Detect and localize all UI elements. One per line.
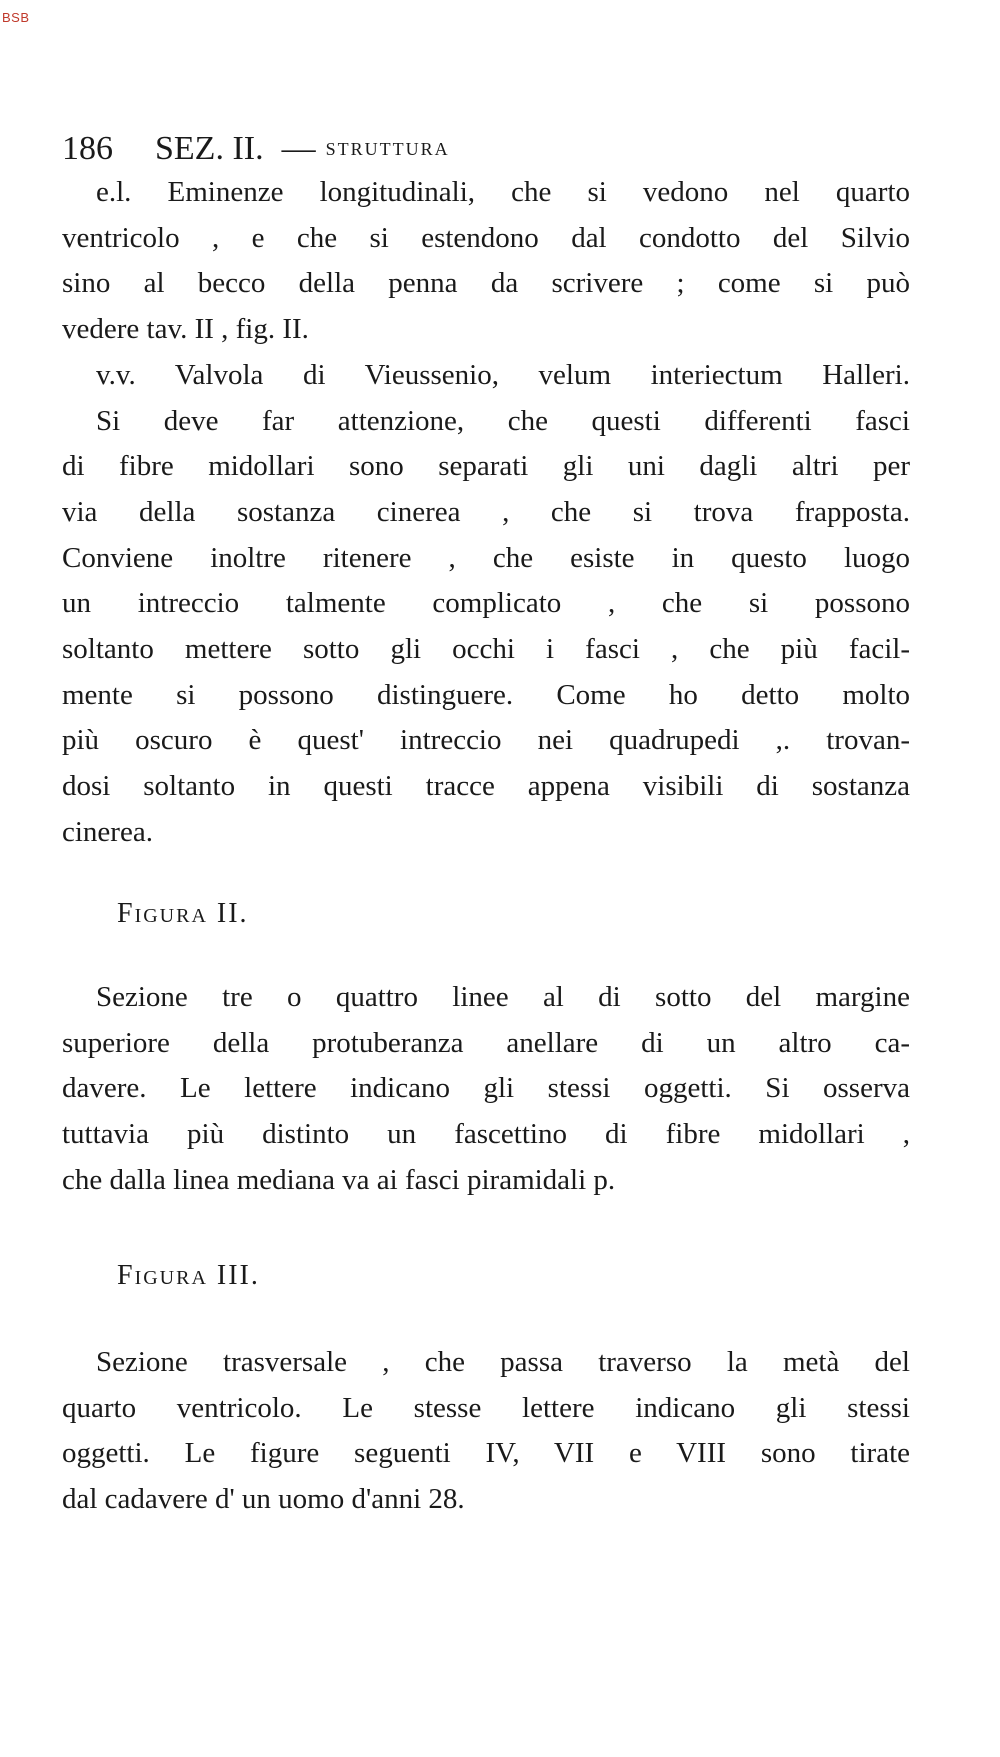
text-line: ventricolo , e che si estendono dal condotto del Silvio bbox=[62, 221, 910, 254]
text-line: Si deve far attenzione, che questi differenti fasci bbox=[96, 404, 910, 437]
figure-3-caption bbox=[62, 1340, 910, 1523]
running-head bbox=[62, 130, 450, 168]
text-line: che dalla linea mediana va ai fasci piramidali p. bbox=[62, 1163, 616, 1196]
library-stamp: BSB bbox=[2, 10, 30, 25]
text-line: soltanto mettere sotto gli occhi i fasci , che più facil- bbox=[62, 633, 910, 666]
text-line: mente si possono distinguere. Come ho detto molto bbox=[62, 678, 910, 711]
page-number: 186 bbox=[62, 130, 113, 167]
text-line: davere. Le lettere indicano gli stessi oggetti. Si osserva bbox=[62, 1072, 910, 1105]
figure-3-heading: Figura III. bbox=[117, 1260, 260, 1291]
figure-2-heading: Figura II. bbox=[117, 898, 249, 929]
text-line: Sezione trasversale , che passa traverso la metà del bbox=[96, 1346, 910, 1378]
text-line: Sezione tre o quattro linee al di sotto del margine bbox=[96, 981, 910, 1013]
text-line: un intreccio talmente complicato , che si possono bbox=[62, 587, 910, 620]
text-line: di fibre midollari sono separati gli uni dagli altri per bbox=[62, 450, 910, 483]
text-line: dal cadavere d' un uomo d'anni 28. bbox=[62, 1483, 465, 1516]
figure-2-caption bbox=[62, 975, 910, 1204]
text-line: v.v. Valvola di Vieussenio, velum interiectum Halleri. bbox=[96, 358, 910, 391]
text-line: tuttavia più distinto un fascettino di fibre midollari , bbox=[62, 1118, 910, 1151]
text-line: Conviene inoltre ritenere , che esiste in questo luogo bbox=[62, 541, 910, 574]
section-label: SEZ. II. bbox=[155, 130, 264, 167]
text-line: più oscuro è quest' intreccio nei quadrupedi ,. trovan- bbox=[62, 724, 910, 757]
text-line: vedere tav. II , fig. II. bbox=[62, 313, 309, 346]
section-subject: STRUTTURA bbox=[325, 139, 450, 159]
text-line: dosi soltanto in questi tracce appena visibili di sostanza bbox=[62, 770, 910, 803]
text-line: superiore della protuberanza anellare di un altro ca- bbox=[62, 1026, 910, 1059]
header-dash: — bbox=[281, 130, 316, 167]
text-line: cinerea. bbox=[62, 815, 153, 848]
text-line: quarto ventricolo. Le stesse lettere indicano gli stessi bbox=[62, 1391, 910, 1424]
text-line: sino al becco della penna da scrivere ; come si può bbox=[62, 267, 910, 300]
text-line: e.l. Eminenze longitudinali, che si vedono nel quarto bbox=[96, 176, 910, 208]
text-line: oggetti. Le figure seguenti IV, VII e VIII sono tirate bbox=[62, 1437, 910, 1470]
text-line: via della sostanza cinerea , che si trova frapposta. bbox=[62, 495, 910, 528]
legend-continuation bbox=[62, 170, 910, 856]
